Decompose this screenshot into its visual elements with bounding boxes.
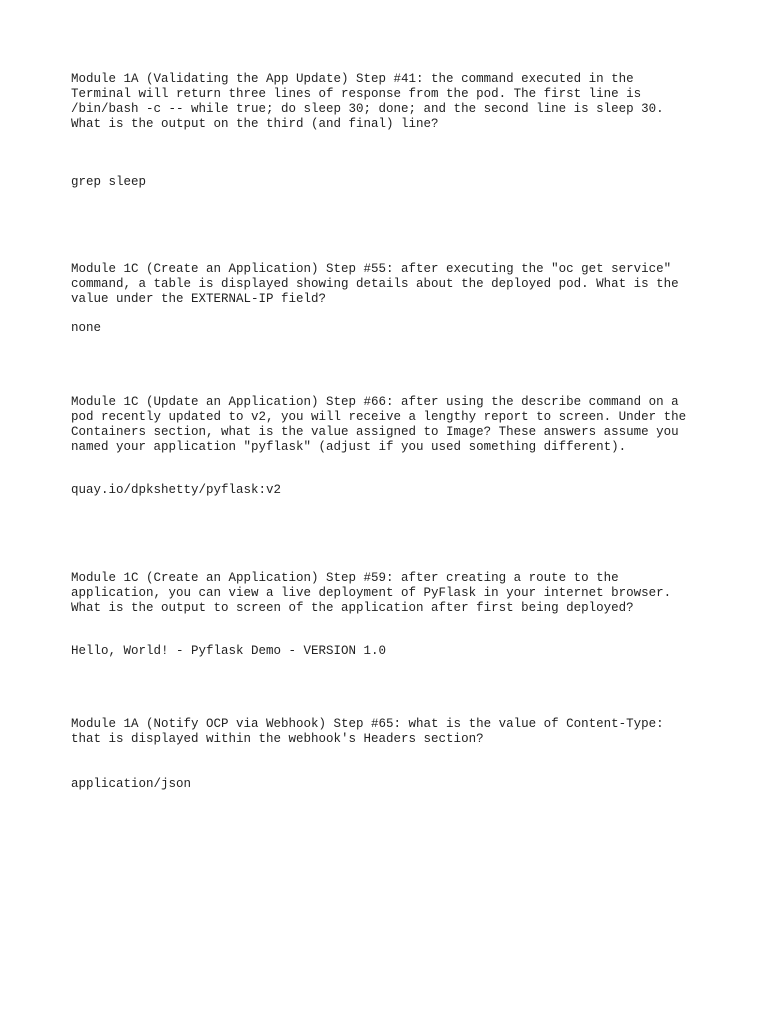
answer-2-text: none [71, 321, 102, 335]
question-1-text: Module 1A (Validating the App Update) Step #41: the command executed in the Terminal will return three lines of response from the pod. The first line is /bin/bash -c -- while true; do sleep 30; done; and the second line is sleep 30. What is the output on the third (and final) line? [71, 72, 664, 131]
answer-5-text: application/json [71, 777, 192, 791]
question-4-text: Module 1C (Create an Application) Step #59: after creating a route to the application, you can view a live deployment of PyFlask in your internet browser. What is the output to screen of the application after first being deployed? [71, 571, 672, 615]
question-2-text: Module 1C (Create an Application) Step #55: after executing the "oc get service" command, a table is displayed showing details about the deployed pod. What is the value under the EXTERNAL-IP field? [71, 262, 679, 306]
answer-3-text: quay.io/dpkshetty/pyflask:v2 [71, 483, 282, 497]
answer-4-text: Hello, World! - Pyflask Demo - VERSION 1.0 [71, 644, 387, 658]
question-5-text: Module 1A (Notify OCP via Webhook) Step #65: what is the value of Content-Type: that is displayed within the webhook's Headers section? [71, 717, 664, 746]
answer-1-text: grep sleep [71, 175, 147, 189]
question-3-text: Module 1C (Update an Application) Step #66: after using the describe command on a pod recently updated to v2, you will receive a lengthy report to screen. Under the Containers section, what is the value assigned to Image? These answers assume you named your application "pyflask" (adjust if you used something different). [71, 395, 687, 454]
